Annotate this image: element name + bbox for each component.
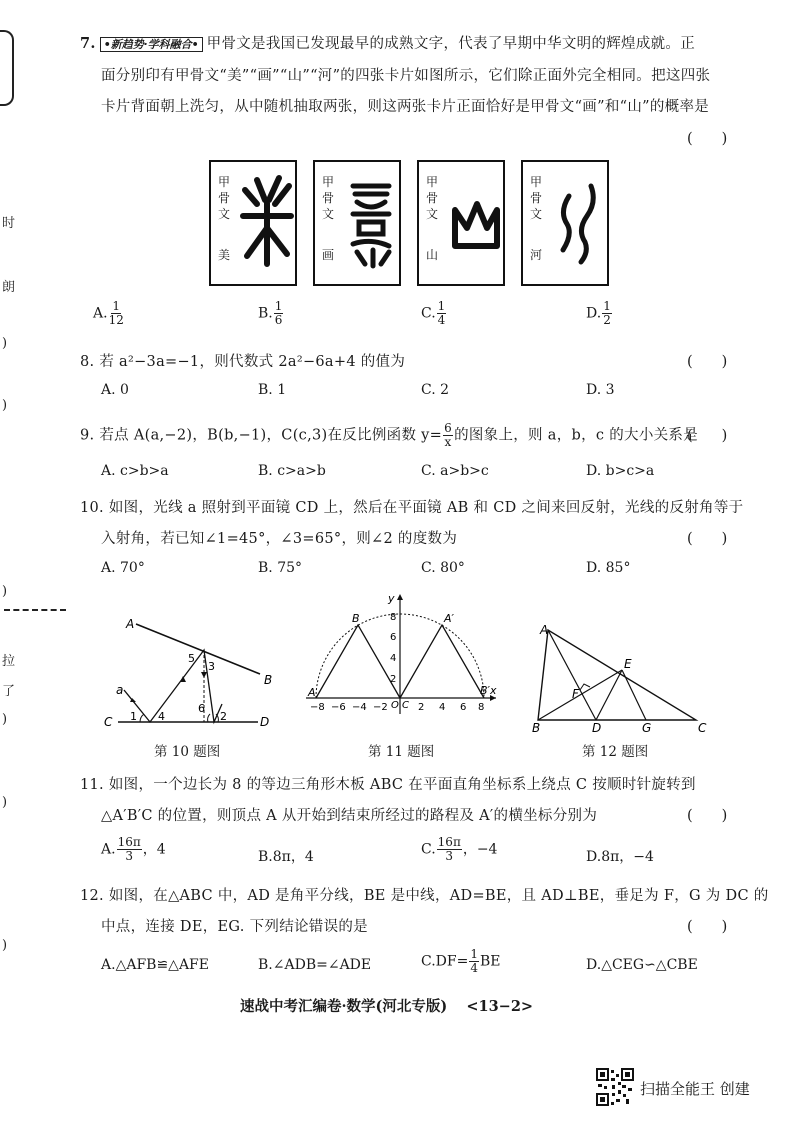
q8-question: 8. 若 a²−3a=−1，则代数式 2a²−6a+4 的值为 — [80, 354, 406, 370]
fig11-label-x: x — [490, 684, 497, 697]
fig10-angle-2: 2 — [220, 710, 227, 723]
q8-option-a: A. 0 — [101, 382, 129, 398]
x-tick-label: −6 — [331, 702, 346, 713]
card-char-name: 山 — [426, 248, 439, 262]
margin-mark: 了 — [2, 684, 16, 699]
margin-mark: ) — [2, 938, 8, 953]
y-tick-label: 6 — [390, 632, 397, 643]
q9-option-d: D. b>c>a — [586, 463, 655, 479]
fig11-label-c: C — [402, 700, 409, 711]
fig10-label-d: D — [260, 715, 270, 729]
q9-option-b: B. c>a>b — [258, 463, 326, 479]
x-tick-label: 2 — [418, 702, 425, 713]
q7-option-a: A. $\frac{1}{12}$ — [93, 299, 124, 328]
q12-option-d: D.△CEG∽△CBE — [586, 957, 698, 973]
scanner-watermark: 扫描全能王 创建 — [640, 1080, 750, 1098]
q12-option-a: A.△AFB≌△AFE — [101, 957, 209, 973]
card-shan — [417, 160, 505, 286]
triangle-abc-rotated — [400, 625, 484, 698]
fig12-label-e: E — [624, 657, 632, 671]
q12-option-c: C.DF= $\frac{1}{4}$ BE — [421, 947, 501, 976]
y-tick-label: 8 — [390, 612, 397, 623]
figure-12-triangle — [530, 620, 710, 736]
q8-answer-paren: ( ) — [687, 354, 728, 370]
y-tick-label: 4 — [390, 653, 397, 664]
fig10-angle-3: 3 — [208, 660, 215, 673]
fig11-label-y: y — [388, 592, 395, 605]
segment-eg — [622, 670, 646, 720]
fig11-label-a: A — [308, 686, 316, 699]
q11-answer-paren: ( ) — [687, 808, 728, 824]
figure-11-caption: 第 11 题图 — [368, 744, 435, 760]
fig11-label-a-prime: A′ — [444, 612, 455, 625]
triangle-abc — [316, 625, 400, 698]
figure-11-coordinate-plane — [300, 590, 505, 720]
segment-ad — [548, 630, 596, 720]
fig10-angle-5: 5 — [188, 652, 195, 665]
q10-option-c: C. 80° — [421, 560, 465, 576]
q7-tag: •新趋势·学科融合• — [100, 37, 203, 52]
q11-option-a: A. $\frac{16\pi}{3}$ ，4 — [101, 835, 166, 864]
x-tick-label: −2 — [373, 702, 388, 713]
fig12-label-c: C — [698, 721, 707, 735]
fig11-label-b-prime: B′ — [480, 684, 491, 697]
q7-option-c: C. $\frac{1}{4}$ — [421, 299, 446, 328]
margin-mark: 拉 — [2, 654, 16, 669]
fig12-label-f: F — [572, 687, 579, 701]
q8-option-c: C. 2 — [421, 382, 450, 398]
oracle-mei-glyph — [239, 172, 295, 272]
oracle-he-glyph — [551, 172, 607, 272]
x-tick-label: 6 — [460, 702, 467, 713]
fig10-label-ray-a: a — [116, 683, 124, 697]
card-mei — [209, 160, 297, 286]
q7-line1 — [80, 32, 695, 53]
q12-answer-paren: ( ) — [687, 919, 728, 935]
q12-line1: 12. 如图，在△ABC 中，AD 是角平分线，BE 是中线，AD=BE，且 AD⊥BE，垂足为 F，G 为 DC 的 — [80, 888, 769, 904]
y-tick-label: 2 — [390, 674, 397, 685]
q11-option-b: B.8π，4 — [258, 849, 314, 865]
q7-option-d: D. $\frac{1}{2}$ — [586, 299, 611, 328]
card-caption: 甲骨文 — [530, 175, 543, 221]
footer-title: 速战中考汇编卷·数学(河北专版) — [240, 998, 448, 1015]
q10-answer-paren: ( ) — [687, 531, 728, 547]
card-caption: 甲骨文 — [426, 175, 439, 221]
qr-code-icon — [596, 1068, 634, 1106]
q9-answer-paren: ( ) — [687, 428, 728, 444]
q7-line2: 面分别印有甲骨文“美”“画”“山”“河”的四张卡片如图所示，它们除正面外完全相同。把这四张 — [101, 68, 711, 84]
figure-12-caption: 第 12 题图 — [582, 744, 649, 760]
page-number: <13−2> — [466, 998, 534, 1015]
x-tick-label: 8 — [478, 702, 485, 713]
card-caption: 甲骨文 — [322, 175, 335, 221]
oracle-hua-glyph — [343, 172, 399, 272]
card-he — [521, 160, 609, 286]
page-footer — [240, 995, 533, 1016]
figure-10-caption: 第 10 题图 — [154, 744, 221, 760]
fig12-label-g: G — [642, 721, 652, 735]
q9-option-c: C. a>b>c — [421, 463, 489, 479]
card-caption: 甲骨文 — [218, 175, 231, 221]
q8-option-d: D. 3 — [586, 382, 615, 398]
figure-10-mirrors — [96, 612, 286, 734]
fig10-angle-6: 6 — [198, 702, 205, 715]
q12-line2: 中点，连接 DE，EG. 下列结论错误的是 — [101, 919, 368, 935]
fig12-label-b: B — [532, 721, 541, 735]
x-tick-label: 4 — [439, 702, 446, 713]
fig10-angle-4: 4 — [158, 710, 165, 723]
card-char-name: 画 — [322, 248, 335, 262]
card-hua — [313, 160, 401, 286]
q11-option-c: C. $\frac{16\pi}{3}$ ，−4 — [421, 835, 498, 864]
right-angle-mark — [580, 684, 590, 690]
q11-option-d: D.8π，−4 — [586, 849, 654, 865]
margin-dashed-rule — [4, 609, 66, 611]
q9-option-a: A. c>b>a — [101, 463, 169, 479]
q10-line1: 10. 如图，光线 a 照射到平面镜 CD 上，然后在平面镜 AB 和 CD 之间来回反射，光线的反射角等于 — [80, 500, 744, 516]
q7-option-b: B. $\frac{1}{6}$ — [258, 299, 283, 328]
oracle-shan-glyph — [447, 172, 503, 272]
q7-text1: 甲骨文是我国已发现最早的成熟文字，代表了早期中华文明的辉煌成就。正 — [206, 36, 696, 52]
fig10-label-b: B — [264, 673, 273, 687]
q10-line2: 入射角，若已知∠1=45°，∠3=65°，则∠2 的度数为 — [101, 531, 458, 547]
x-tick-label: −8 — [310, 702, 325, 713]
margin-mark: ) — [2, 584, 8, 599]
fig10-angle-1: 1 — [130, 710, 137, 723]
q11-line2: △A′B′C 的位置，则顶点 A 从开始到结束所经过的路程及 A′的横坐标分别为 — [101, 808, 598, 824]
margin-mark: 朗 — [2, 280, 16, 295]
q11-line1: 11. 如图，一个边长为 8 的等边三角形木板 ABC 在平面直角坐标系上绕点 C 按顺时针旋转到 — [80, 777, 696, 793]
margin-mark: ) — [2, 712, 8, 727]
fig12-label-d: D — [592, 721, 602, 735]
q10-option-b: B. 75° — [258, 560, 303, 576]
x-tick-label: −4 — [352, 702, 367, 713]
q7-line3: 卡片背面朝上洗匀，从中随机抽取两张，则这两张卡片正面恰好是甲骨文“画”和“山”的概率是 — [101, 99, 710, 115]
margin-mark: ) — [2, 795, 8, 810]
fig12-label-a: A — [540, 623, 549, 637]
q12-option-b: B.∠ADB=∠ADE — [258, 957, 372, 973]
binding-bracket — [0, 30, 14, 106]
fig10-label-a-point: A — [126, 617, 135, 631]
q7-answer-paren: ( ) — [687, 131, 728, 147]
fig11-label-o: O — [391, 700, 399, 711]
q9-question: 9. 若点 A(a,−2)，B(b,−1)，C(c,3)在反比例函数 y= $\frac{6}{x}$ 的图象上，则 a，b，c 的大小关系是 — [80, 421, 699, 450]
q10-option-d: D. 85° — [586, 560, 631, 576]
fig11-label-b: B — [352, 612, 360, 625]
q8-option-b: B. 1 — [258, 382, 287, 398]
q10-option-a: A. 70° — [101, 560, 145, 576]
mirror-ab — [136, 624, 260, 674]
fig10-label-c: C — [104, 715, 113, 729]
card-char-name: 河 — [530, 248, 543, 262]
margin-mark: 时 — [2, 216, 16, 231]
card-char-name: 美 — [218, 248, 231, 262]
margin-mark: ) — [2, 398, 8, 413]
margin-mark: ) — [2, 336, 8, 351]
q7-number: 7. — [80, 35, 96, 52]
